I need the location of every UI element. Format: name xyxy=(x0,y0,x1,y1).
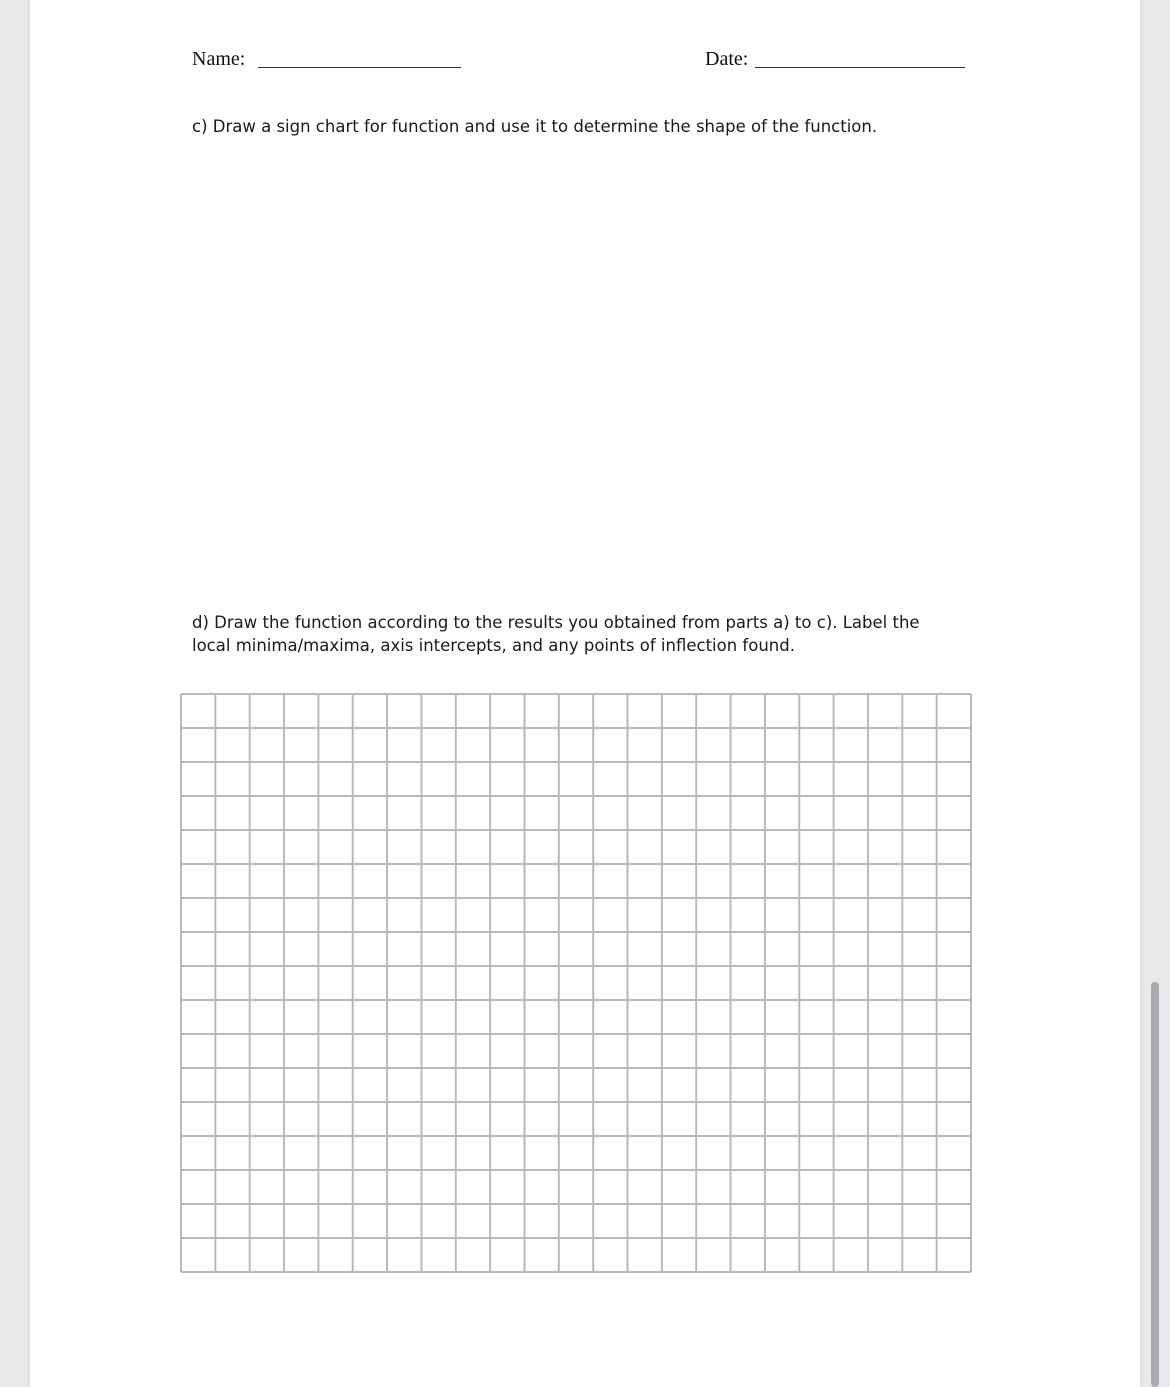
graph-paper-grid[interactable] xyxy=(180,690,972,1283)
date-field-line[interactable] xyxy=(755,67,965,68)
worksheet-page xyxy=(30,0,1140,1387)
question-d-line1: d) Draw the function according to the results you obtained from parts a) to c). Label the xyxy=(192,613,920,632)
graph-grid-svg xyxy=(180,690,972,1278)
scrollbar-thumb[interactable] xyxy=(1151,982,1159,1387)
date-label: Date: xyxy=(705,48,749,70)
name-label: Name: xyxy=(192,48,246,70)
question-d-line2: local minima/maxima, axis intercepts, and any points of inflection found. xyxy=(192,636,795,655)
question-c: c) Draw a sign chart for function and use it to determine the shape of the function. xyxy=(192,117,878,136)
name-field-line[interactable] xyxy=(258,67,461,68)
question-d xyxy=(192,611,920,657)
